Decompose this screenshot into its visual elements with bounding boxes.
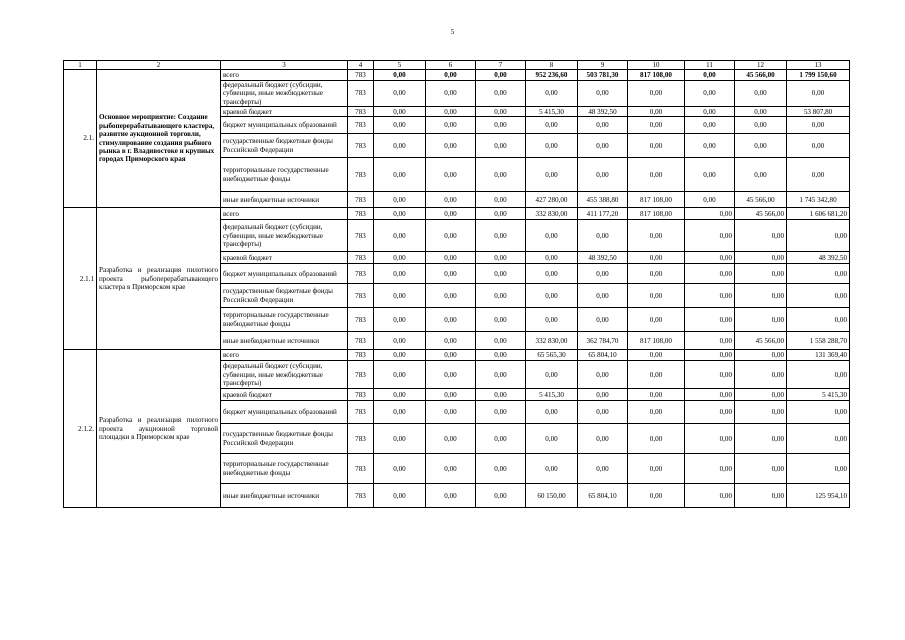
kbk-code-cell: 783 [348,192,374,208]
amount-cell: 0,00 [374,361,426,389]
column-number-cell: 8 [526,61,578,70]
amount-cell: 0,00 [426,220,476,252]
amount-cell: 0,00 [578,220,628,252]
amount-cell: 427 280,00 [526,192,578,208]
amount-cell: 332 830,00 [526,332,578,350]
amount-cell: 0,00 [578,134,628,158]
funding-source: государственные бюджетные фонды Российской Федерации [221,134,348,158]
amount-cell: 0,00 [426,192,476,208]
amount-cell: 48 392,50 [787,252,850,264]
kbk-code-cell: 783 [348,389,374,401]
amount-cell: 362 784,70 [578,332,628,350]
amount-cell: 0,00 [787,308,850,332]
amount-cell: 1 745 342,80 [787,192,850,208]
amount-cell: 0,00 [787,134,850,158]
amount-cell: 817 108,00 [628,332,685,350]
amount-cell: 0,00 [374,107,426,117]
kbk-code-cell: 783 [348,134,374,158]
amount-cell: 0,00 [735,252,787,264]
column-number-cell: 2 [97,61,221,70]
kbk-code-cell: 783 [348,220,374,252]
amount-cell: 0,00 [735,350,787,361]
amount-cell: 65 565,30 [526,350,578,361]
amount-cell: 0,00 [628,134,685,158]
amount-cell: 1 606 681,20 [787,208,850,220]
amount-cell: 0,00 [578,454,628,484]
funding-source: территориальные государственные внебюджетные фонды [221,158,348,192]
budget-table [63,60,850,508]
funding-source: федеральный бюджет (субсидии, субвенции, иные межбюджетные трансферты) [221,361,348,389]
amount-cell: 0,00 [628,158,685,192]
amount-cell: 65 804,10 [578,350,628,361]
column-number-cell: 6 [426,61,476,70]
amount-cell: 0,00 [426,107,476,117]
kbk-code-cell: 783 [348,284,374,308]
amount-cell: 0,00 [374,332,426,350]
amount-cell: 0,00 [628,350,685,361]
amount-cell: 0,00 [526,220,578,252]
amount-cell: 0,00 [426,264,476,284]
amount-cell: 0,00 [578,117,628,134]
amount-cell: 0,00 [426,70,476,81]
amount-cell: 0,00 [374,284,426,308]
table-row [64,70,850,81]
amount-cell: 0,00 [476,158,526,192]
amount-cell: 0,00 [628,308,685,332]
amount-cell: 0,00 [476,484,526,508]
amount-cell: 45 566,00 [735,192,787,208]
amount-cell: 0,00 [628,220,685,252]
section-name: Разработка и реализация пилотного проекта рыбоперерабатывающего кластера в Приморском крае [97,208,221,350]
amount-cell: 332 830,00 [526,208,578,220]
amount-cell: 0,00 [374,220,426,252]
amount-cell: 0,00 [685,264,735,284]
amount-cell: 0,00 [628,284,685,308]
kbk-code-cell: 783 [348,158,374,192]
kbk-code-cell: 783 [348,484,374,508]
amount-cell: 0,00 [374,208,426,220]
amount-cell: 0,00 [628,389,685,401]
amount-cell: 0,00 [476,117,526,134]
amount-cell: 0,00 [374,401,426,424]
amount-cell: 0,00 [426,117,476,134]
amount-cell: 0,00 [476,350,526,361]
amount-cell: 0,00 [787,264,850,284]
table-row [64,208,850,220]
amount-cell: 0,00 [787,361,850,389]
section-name: Основное мероприятие: Создание рыбоперерабатывающего кластера, развитие аукционной торговли, стимулирование создания рыбного рынка в г. Владивостоке и крупных городах Приморского края [97,70,221,208]
amount-cell: 0,00 [735,264,787,284]
amount-cell: 0,00 [735,81,787,107]
amount-cell: 0,00 [685,252,735,264]
funding-source: всего [221,350,348,361]
amount-cell: 817 108,00 [628,208,685,220]
amount-cell: 5 415,30 [526,389,578,401]
table-row [64,350,850,361]
amount-cell: 0,00 [787,454,850,484]
amount-cell: 0,00 [374,350,426,361]
amount-cell: 0,00 [374,484,426,508]
amount-cell: 503 781,30 [578,70,628,81]
kbk-code-cell: 783 [348,350,374,361]
amount-cell: 0,00 [735,220,787,252]
amount-cell: 0,00 [685,484,735,508]
amount-cell: 0,00 [685,192,735,208]
amount-cell: 5 415,30 [787,389,850,401]
amount-cell: 0,00 [374,308,426,332]
amount-cell: 0,00 [374,117,426,134]
amount-cell: 0,00 [476,220,526,252]
section-name: Разработка и реализация пилотного проекта аукционной торговой площадки в Приморском крае [97,350,221,508]
amount-cell: 48 392,50 [578,252,628,264]
amount-cell: 0,00 [476,252,526,264]
section-code: 2.1.1 [64,208,97,350]
amount-cell: 0,00 [476,308,526,332]
amount-cell: 0,00 [628,264,685,284]
amount-cell: 0,00 [735,389,787,401]
amount-cell: 0,00 [426,350,476,361]
column-number-row [64,61,850,70]
column-number-cell: 10 [628,61,685,70]
amount-cell: 0,00 [526,361,578,389]
funding-source: иные внебюджетные источники [221,484,348,508]
funding-source: территориальные государственные внебюджетные фонды [221,454,348,484]
amount-cell: 0,00 [476,208,526,220]
amount-cell: 0,00 [476,70,526,81]
amount-cell: 0,00 [578,424,628,454]
amount-cell: 65 804,10 [578,484,628,508]
amount-cell: 0,00 [685,284,735,308]
page-number: 5 [450,28,455,36]
amount-cell: 1 558 288,70 [787,332,850,350]
funding-source: федеральный бюджет (субсидии, субвенции, иные межбюджетные трансферты) [221,220,348,252]
amount-cell: 0,00 [374,81,426,107]
amount-cell: 0,00 [426,389,476,401]
amount-cell: 0,00 [685,401,735,424]
amount-cell: 0,00 [685,361,735,389]
amount-cell: 0,00 [426,454,476,484]
amount-cell: 0,00 [476,361,526,389]
amount-cell: 411 177,20 [578,208,628,220]
funding-source: федеральный бюджет (субсидии, субвенции, иные межбюджетные трансферты) [221,81,348,107]
kbk-code-cell: 783 [348,81,374,107]
amount-cell: 0,00 [426,361,476,389]
amount-cell: 0,00 [526,284,578,308]
amount-cell: 0,00 [787,220,850,252]
amount-cell: 1 799 150,60 [787,70,850,81]
kbk-code-cell: 783 [348,424,374,454]
kbk-code-cell: 783 [348,454,374,484]
funding-source: бюджет муниципальных образований [221,117,348,134]
amount-cell: 0,00 [578,361,628,389]
funding-source: государственные бюджетные фонды Российской Федерации [221,284,348,308]
amount-cell: 0,00 [628,81,685,107]
amount-cell: 60 150,00 [526,484,578,508]
kbk-code-cell: 783 [348,208,374,220]
amount-cell: 0,00 [476,264,526,284]
amount-cell: 48 392,50 [578,107,628,117]
amount-cell: 0,00 [374,70,426,81]
amount-cell: 0,00 [374,424,426,454]
amount-cell: 952 236,60 [526,70,578,81]
amount-cell: 0,00 [526,401,578,424]
amount-cell: 0,00 [685,308,735,332]
column-number-cell: 3 [221,61,348,70]
funding-source: территориальные государственные внебюджетные фонды [221,308,348,332]
amount-cell: 0,00 [476,107,526,117]
amount-cell: 0,00 [685,134,735,158]
amount-cell: 0,00 [374,454,426,484]
amount-cell: 0,00 [685,332,735,350]
amount-cell: 0,00 [628,401,685,424]
amount-cell: 0,00 [787,401,850,424]
column-number-cell: 1 [64,61,97,70]
amount-cell: 0,00 [685,208,735,220]
amount-cell: 0,00 [476,424,526,454]
amount-cell: 0,00 [426,484,476,508]
kbk-code-cell: 783 [348,107,374,117]
amount-cell: 0,00 [578,264,628,284]
amount-cell: 0,00 [526,158,578,192]
amount-cell: 0,00 [426,158,476,192]
amount-cell: 0,00 [685,158,735,192]
amount-cell: 0,00 [735,484,787,508]
amount-cell: 0,00 [735,158,787,192]
amount-cell: 0,00 [628,454,685,484]
amount-cell: 0,00 [685,107,735,117]
amount-cell: 0,00 [426,81,476,107]
amount-cell: 0,00 [476,389,526,401]
amount-cell: 0,00 [426,308,476,332]
kbk-code-cell: 783 [348,117,374,134]
amount-cell: 0,00 [685,220,735,252]
funding-source: краевой бюджет [221,389,348,401]
amount-cell: 0,00 [374,264,426,284]
funding-source: иные внебюджетные источники [221,332,348,350]
amount-cell: 0,00 [426,424,476,454]
section-code: 2.1.2. [64,350,97,508]
amount-cell: 45 566,00 [735,332,787,350]
amount-cell: 0,00 [628,361,685,389]
amount-cell: 0,00 [685,454,735,484]
amount-cell: 0,00 [685,81,735,107]
amount-cell: 0,00 [628,117,685,134]
amount-cell: 0,00 [787,117,850,134]
amount-cell: 0,00 [374,192,426,208]
amount-cell: 0,00 [685,389,735,401]
amount-cell: 0,00 [374,158,426,192]
kbk-code-cell: 783 [348,401,374,424]
kbk-code-cell: 783 [348,252,374,264]
amount-cell: 0,00 [374,389,426,401]
amount-cell: 0,00 [735,454,787,484]
amount-cell: 0,00 [787,284,850,308]
kbk-code-cell: 783 [348,308,374,332]
amount-cell: 0,00 [735,308,787,332]
amount-cell: 817 108,00 [628,70,685,81]
amount-cell: 0,00 [476,401,526,424]
amount-cell: 0,00 [578,389,628,401]
column-number-cell: 5 [374,61,426,70]
amount-cell: 0,00 [426,208,476,220]
amount-cell: 0,00 [685,350,735,361]
section-code: 2.1. [64,70,97,208]
funding-source: всего [221,208,348,220]
funding-source: иные внебюджетные источники [221,192,348,208]
amount-cell: 0,00 [578,308,628,332]
amount-cell: 53 807,80 [787,107,850,117]
amount-cell: 0,00 [476,134,526,158]
funding-source: краевой бюджет [221,107,348,117]
amount-cell: 0,00 [787,424,850,454]
kbk-code-cell: 783 [348,70,374,81]
amount-cell: 0,00 [787,158,850,192]
kbk-code-cell: 783 [348,264,374,284]
amount-cell: 0,00 [426,284,476,308]
amount-cell: 0,00 [426,332,476,350]
column-number-cell: 9 [578,61,628,70]
column-number-cell: 12 [735,61,787,70]
amount-cell: 0,00 [735,284,787,308]
amount-cell: 0,00 [526,81,578,107]
funding-source: государственные бюджетные фонды Российской Федерации [221,424,348,454]
amount-cell: 0,00 [426,252,476,264]
kbk-code-cell: 783 [348,361,374,389]
amount-cell: 0,00 [735,361,787,389]
amount-cell: 125 954,10 [787,484,850,508]
amount-cell: 817 108,00 [628,192,685,208]
funding-source: бюджет муниципальных образований [221,264,348,284]
column-number-cell: 13 [787,61,850,70]
column-number-cell: 11 [685,61,735,70]
funding-source: всего [221,70,348,81]
amount-cell: 0,00 [628,107,685,117]
amount-cell: 0,00 [374,134,426,158]
column-number-cell: 7 [476,61,526,70]
funding-source: краевой бюджет [221,252,348,264]
amount-cell: 0,00 [526,117,578,134]
amount-cell: 0,00 [685,424,735,454]
amount-cell: 0,00 [526,454,578,484]
amount-cell: 0,00 [476,284,526,308]
amount-cell: 455 388,80 [578,192,628,208]
amount-cell: 0,00 [374,252,426,264]
amount-cell: 0,00 [735,107,787,117]
amount-cell: 45 566,00 [735,70,787,81]
amount-cell: 0,00 [578,284,628,308]
amount-cell: 0,00 [787,81,850,107]
amount-cell: 0,00 [526,424,578,454]
amount-cell: 0,00 [735,424,787,454]
amount-cell: 0,00 [476,454,526,484]
amount-cell: 0,00 [628,252,685,264]
amount-cell: 0,00 [735,134,787,158]
amount-cell: 0,00 [735,401,787,424]
amount-cell: 0,00 [628,424,685,454]
amount-cell: 0,00 [526,264,578,284]
amount-cell: 131 369,40 [787,350,850,361]
column-number-cell: 4 [348,61,374,70]
amount-cell: 0,00 [628,484,685,508]
amount-cell: 0,00 [526,252,578,264]
amount-cell: 0,00 [735,117,787,134]
amount-cell: 0,00 [578,81,628,107]
amount-cell: 0,00 [685,70,735,81]
amount-cell: 0,00 [685,117,735,134]
amount-cell: 0,00 [476,192,526,208]
amount-cell: 5 415,30 [526,107,578,117]
amount-cell: 0,00 [426,401,476,424]
amount-cell: 0,00 [476,332,526,350]
amount-cell: 0,00 [476,81,526,107]
amount-cell: 0,00 [526,308,578,332]
amount-cell: 45 566,00 [735,208,787,220]
amount-cell: 0,00 [526,134,578,158]
kbk-code-cell: 783 [348,332,374,350]
amount-cell: 0,00 [426,134,476,158]
amount-cell: 0,00 [578,158,628,192]
amount-cell: 0,00 [578,401,628,424]
funding-source: бюджет муниципальных образований [221,401,348,424]
